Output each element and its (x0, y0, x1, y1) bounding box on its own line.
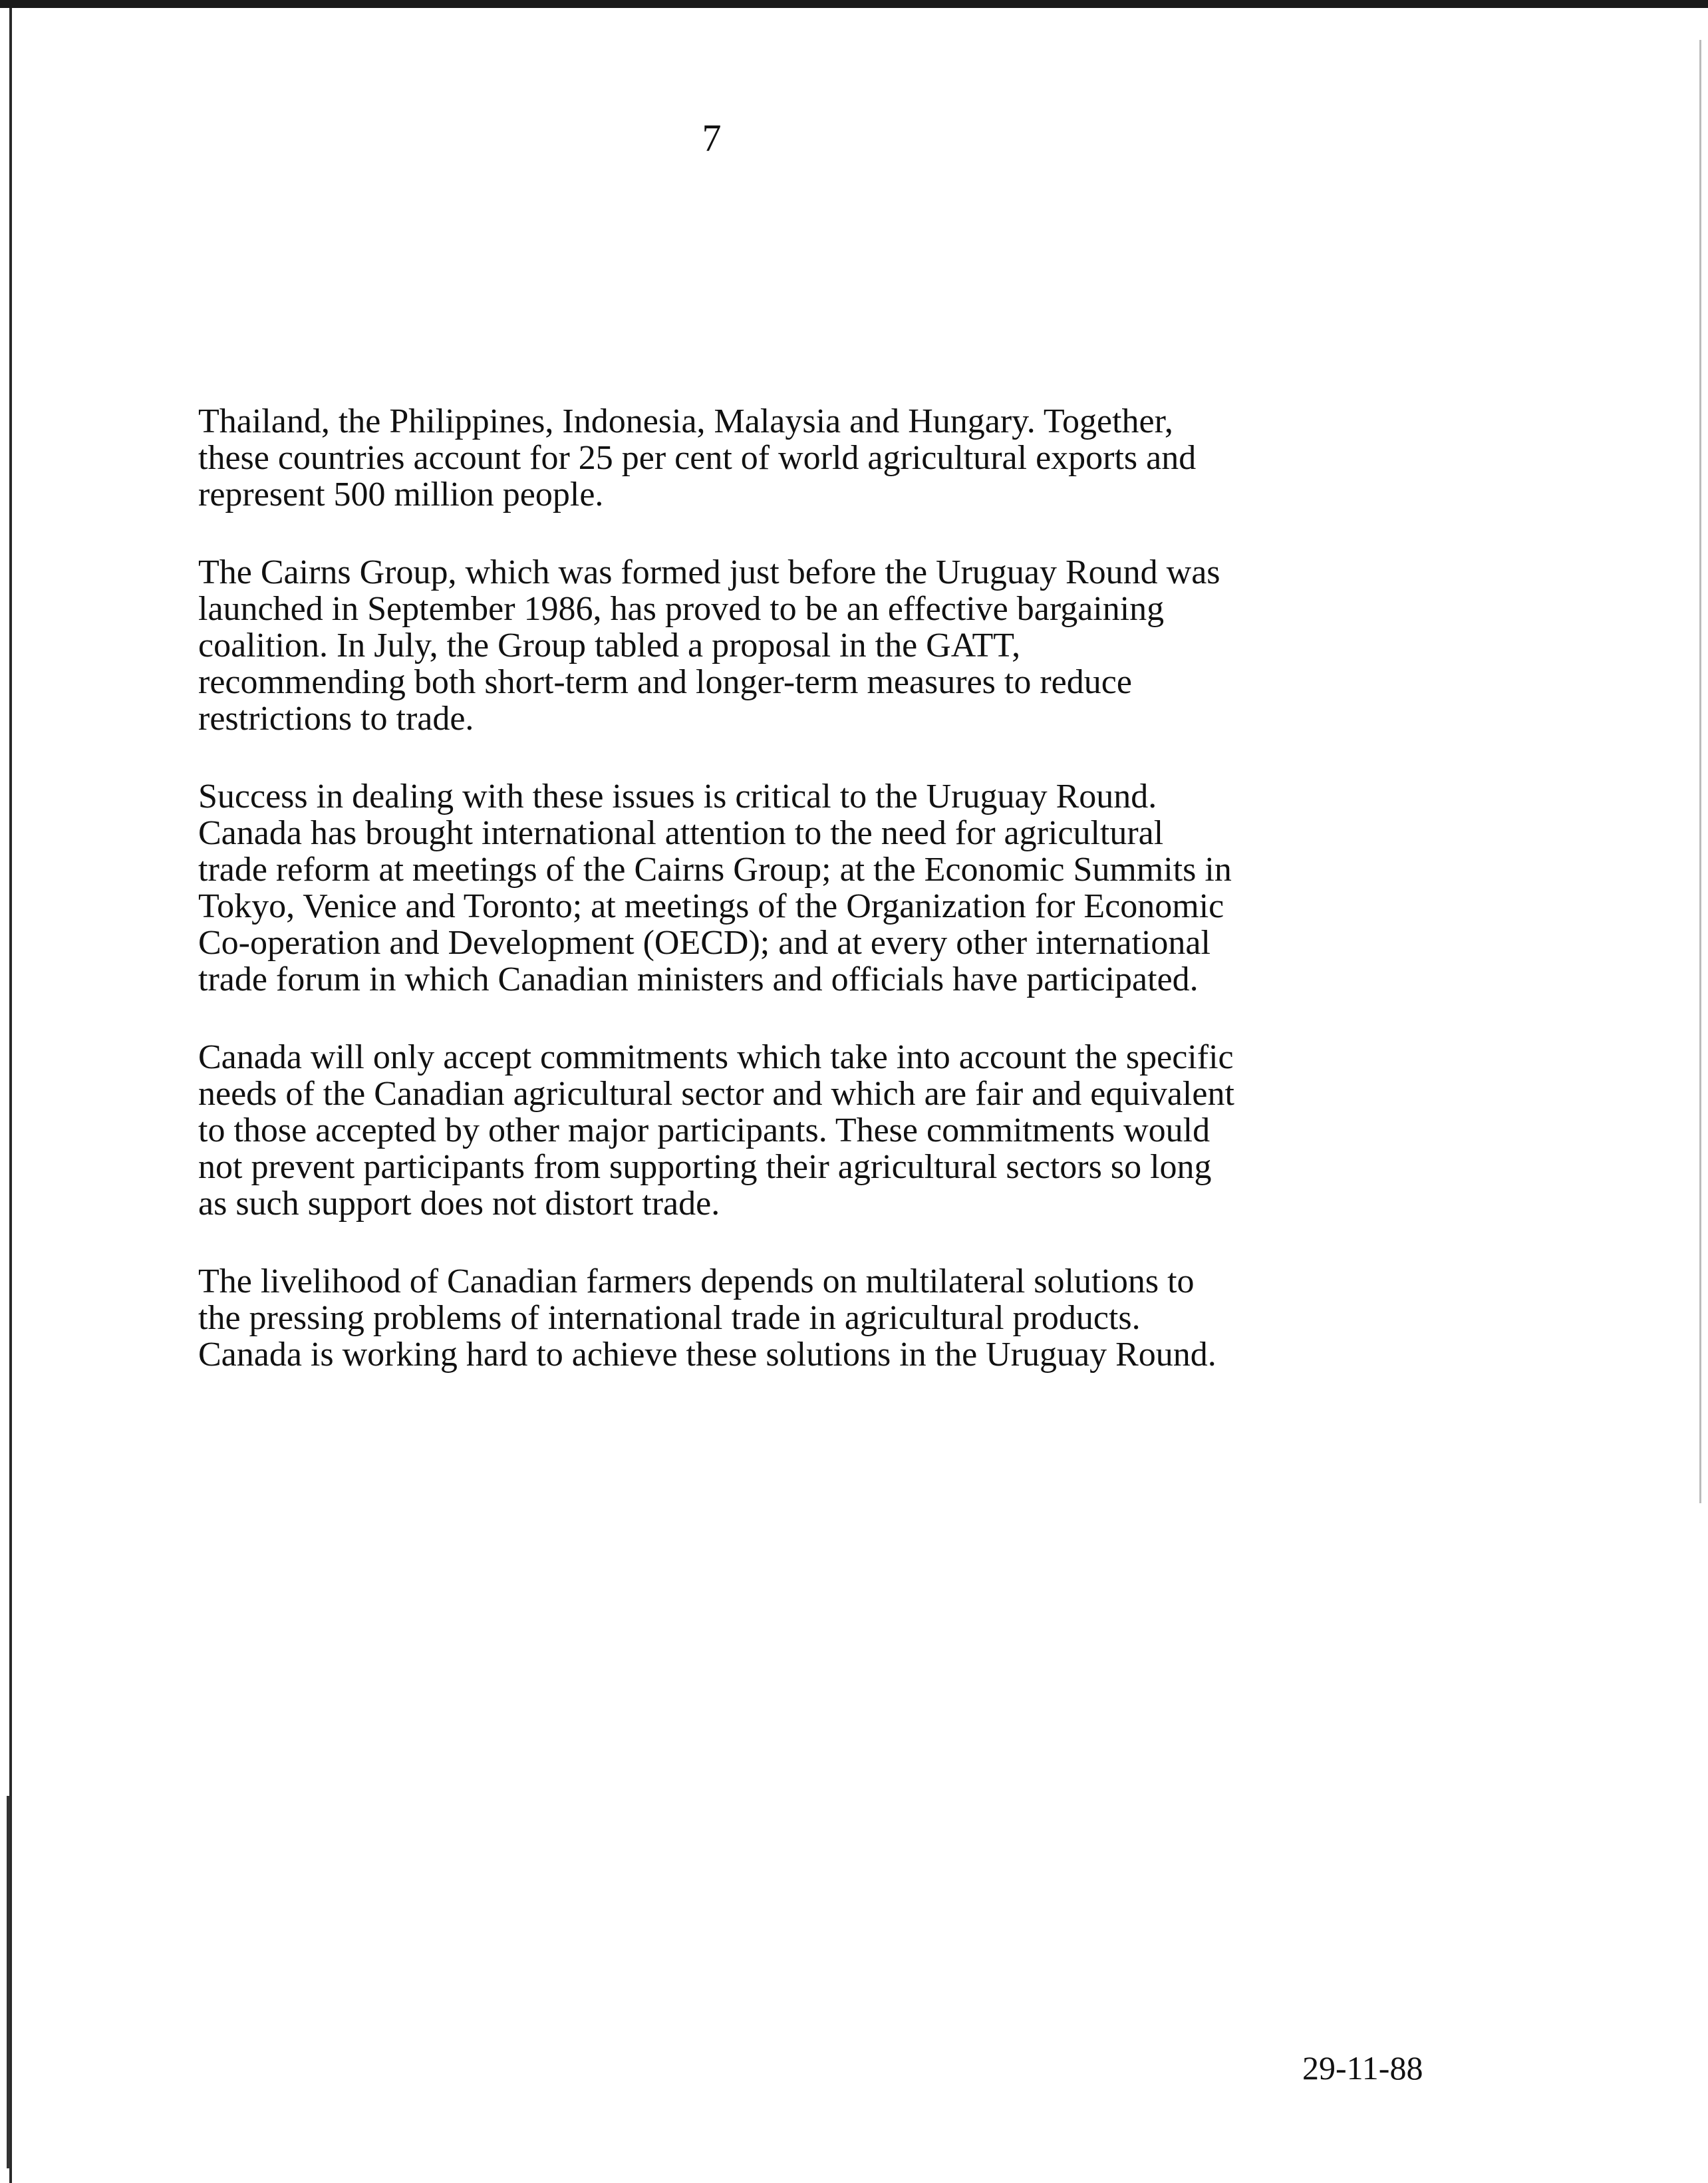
text-line: coalition. In July, the Group tabled a proposal in the GATT, (198, 627, 1021, 664)
paragraph-1 (198, 403, 1528, 513)
text-line: Co-operation and Development (OECD); and at every other international (198, 924, 1210, 962)
text-line: represent 500 million people. (198, 476, 604, 513)
scan-right-border (1699, 40, 1701, 1503)
text-line: trade reform at meetings of the Cairns Group; at the Economic Summits in (198, 851, 1232, 889)
page-number: 7 (702, 116, 722, 160)
text-line: recommending both short-term and longer-term measures to reduce (198, 663, 1132, 701)
text-line: Thailand, the Philippines, Indonesia, Malaysia and Hungary. Together, (198, 402, 1173, 440)
text-line: Canada has brought international attention to the need for agricultural (198, 814, 1164, 852)
text-line: the pressing problems of international trade in agricultural products. (198, 1299, 1141, 1337)
text-line: The livelihood of Canadian farmers depends on multilateral solutions to (198, 1262, 1195, 1300)
scan-left-border-lower (7, 1796, 10, 2168)
text-line: launched in September 1986, has proved to be an effective bargaining (198, 590, 1165, 628)
paragraph-5 (198, 1263, 1528, 1373)
text-line: Canada is working hard to achieve these solutions in the Uruguay Round. (198, 1336, 1216, 1374)
paragraph-3 (198, 778, 1528, 998)
text-line: needs of the Canadian agricultural sector and which are fair and equivalent (198, 1075, 1234, 1113)
text-line: Tokyo, Venice and Toronto; at meetings of the Organization for Economic (198, 887, 1224, 925)
text-line: Canada will only accept commitments which take into account the specific (198, 1038, 1234, 1076)
text-line: to those accepted by other major participants. These commitments would (198, 1111, 1210, 1149)
document-date: 29-11-88 (1302, 2049, 1423, 2087)
text-line: restrictions to trade. (198, 700, 474, 738)
text-line: as such support does not distort trade. (198, 1185, 720, 1223)
text-line: Success in dealing with these issues is critical to the Uruguay Round. (198, 778, 1157, 815)
body-text (198, 403, 1528, 1414)
text-line: The Cairns Group, which was formed just before the Uruguay Round was (198, 553, 1220, 591)
paragraph-4 (198, 1039, 1528, 1222)
scan-top-border (0, 0, 1708, 8)
text-line: trade forum in which Canadian ministers and officials have participated. (198, 960, 1199, 998)
paragraph-2 (198, 554, 1528, 737)
text-line: not prevent participants from supporting their agricultural sectors so long (198, 1148, 1212, 1186)
text-line: these countries account for 25 per cent of world agricultural exports and (198, 439, 1197, 477)
